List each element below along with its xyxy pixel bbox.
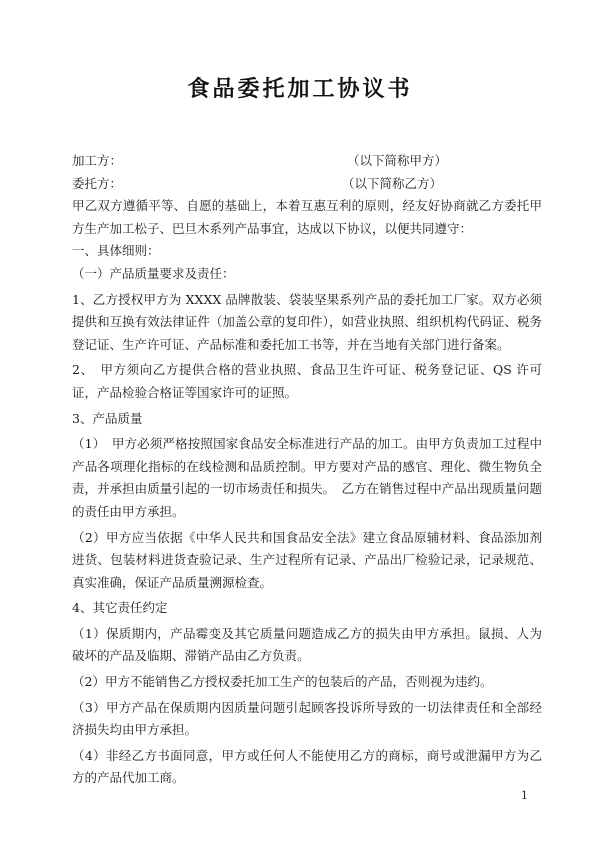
- document-body: [72, 150, 542, 790]
- intro-paragraph: 甲乙双方遵循平等、自愿的基础上，本着互惠互利的原则，经友好协商就乙方委托甲方生产加工松子、巴旦木系列产品事宜，达成以下协议，以便共同遵守：: [72, 198, 542, 236]
- clause-3-1: （1） 甲方必须严格按照国家食品安全标准进行产品的加工。由甲方负责加工过程中产品各项理化指标的在线检测和品质控制。甲方要对产品的感官、理化、微生物负全责，并承担由质量引起的一切市场责任和损失。 乙方在销售过程中产品出现质量问题的责任由甲方承担。: [72, 436, 542, 519]
- clause-4-heading: 4、其它责任约定: [72, 600, 168, 616]
- party-a-line: [72, 150, 542, 173]
- clause-3-heading: 3、产品质量: [72, 410, 143, 426]
- clause-4-2: （2）甲方不能销售乙方授权委托加工生产的包装后的产品，否则视为违约。: [72, 674, 493, 690]
- party-b-line: [72, 173, 542, 196]
- page-number: 1: [521, 789, 528, 802]
- clause-4-4: （4）非经乙方书面同意，甲方或任何人不能使用乙方的商标，商号或泄漏甲方为乙方的产品代加工商。: [72, 747, 542, 786]
- clause-4-1: （1）保质期内，产品霉变及其它质量问题造成乙方的损失由甲方承担。鼠损、人为破坏的产品及临期、滞销产品由乙方负责。: [72, 625, 542, 664]
- party-a-note: （以下简称甲方）: [347, 153, 448, 168]
- subsection-1-heading: （一）产品质量要求及责任：: [72, 265, 235, 281]
- clause-2: 2、 甲方须向乙方提供合格的营业执照、食品卫生许可证、税务登记证、QS 许可证，产品检验合格证等国家许可的证照。: [72, 362, 542, 400]
- document-title: 食品委托加工协议书: [187, 76, 413, 102]
- section-1-heading: 一、具体细则：: [72, 243, 160, 259]
- party-b-note: （以下简称乙方）: [342, 175, 443, 191]
- clause-1: 1、乙方授权甲方为 XXXX 品牌散装、袋装坚果系列产品的委托加工厂家。双方必须提供和互换有效法律证件（加盖公章的复印件），如营业执照、组织机构代码证、税务登记证、生产许可证、产品标准和委托加工书等，并在当地有关部门进行备案。: [72, 291, 542, 352]
- clause-3-2: （2）甲方应当依据《中华人民共和国食品安全法》建立食品原辅材料、食品添加剂进货、包装材料进货查验记录、生产过程所有记录、产品出厂检验记录，记录规范、真实准确，保证产品质量溯源检查。: [72, 529, 542, 590]
- clause-4-3: （3）甲方产品在保质期内因质量问题引起顾客投诉所导致的一切法律责任和全部经济损失均由甲方承担。: [72, 699, 542, 738]
- party-b-label: 委托方：: [72, 175, 123, 191]
- party-a-label: 加工方：: [72, 153, 123, 168]
